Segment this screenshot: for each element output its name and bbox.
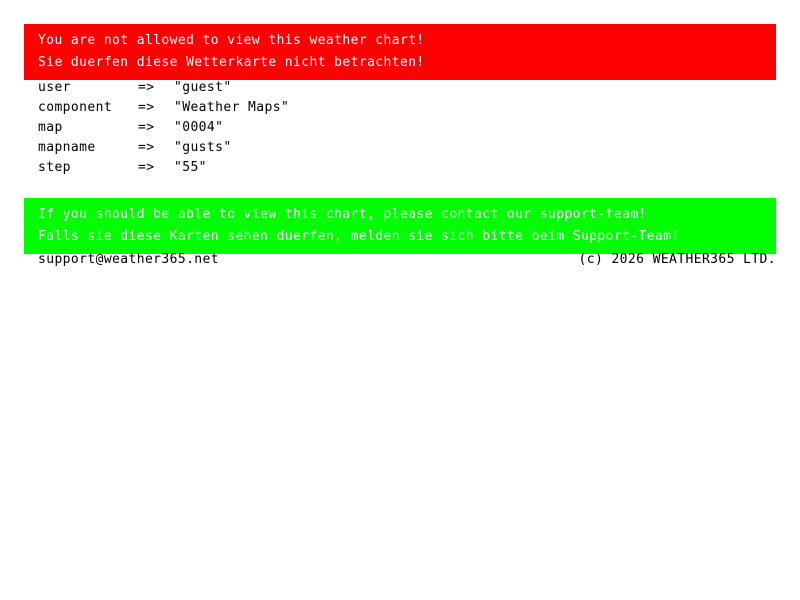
- param-key: step: [38, 160, 71, 175]
- info-banner: [24, 198, 776, 254]
- parameter-list: [38, 78, 289, 178]
- error-banner-line-en: You are not allowed to view this weather chart!: [38, 33, 425, 48]
- param-value: "gusts": [174, 140, 232, 155]
- param-key: component: [38, 100, 113, 115]
- support-email-link[interactable]: support@weather365.net: [38, 252, 219, 267]
- table-row: [38, 78, 289, 98]
- table-row: [38, 138, 289, 158]
- param-arrow: =>: [138, 120, 155, 135]
- error-banner-line-de: Sie duerfen diese Wetterkarte nicht betrachten!: [38, 55, 425, 70]
- table-row: [38, 158, 289, 178]
- footer: [38, 250, 776, 270]
- param-arrow: =>: [138, 100, 155, 115]
- param-arrow: =>: [138, 160, 155, 175]
- error-banner: [24, 24, 776, 80]
- param-arrow: =>: [138, 80, 155, 95]
- param-key: user: [38, 80, 71, 95]
- param-value: "55": [174, 160, 207, 175]
- info-banner-line-en: If you should be able to view this chart, please contact our support-team!: [38, 207, 647, 222]
- param-value: "0004": [174, 120, 224, 135]
- param-key: map: [38, 120, 63, 135]
- table-row: [38, 118, 289, 138]
- table-row: [38, 98, 289, 118]
- param-arrow: =>: [138, 140, 155, 155]
- param-value: "Weather Maps": [174, 100, 290, 115]
- copyright-text: (c) 2026 WEATHER365 LTD.: [578, 252, 776, 267]
- info-banner-line-de: Falls sie diese Karten sehen duerfen, melden sie sich bitte beim Support-Team!: [38, 229, 680, 244]
- param-key: mapname: [38, 140, 96, 155]
- param-value: "guest": [174, 80, 232, 95]
